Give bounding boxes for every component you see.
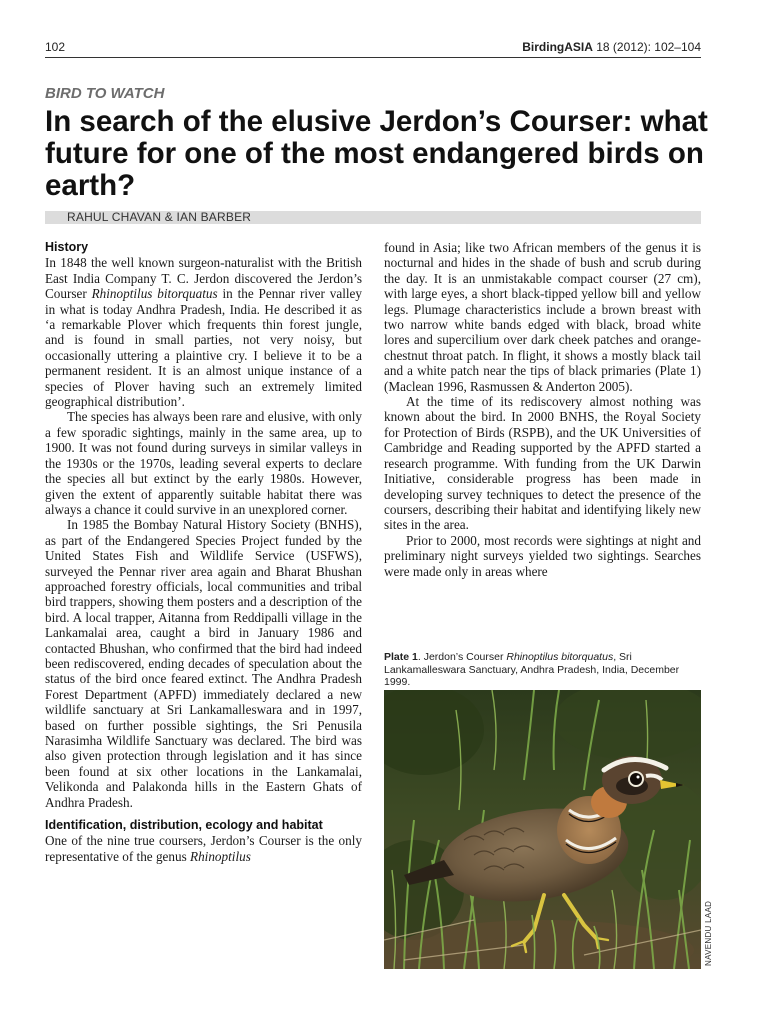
journal-citation [522, 40, 701, 54]
identification-paragraph-1-continued: found in Asia; like two African members of the genus it is nocturnal and hides in the shade of bush and scrub during the day. It is an unmistakable compact courser (27 cm), with large eyes, a short black-tipped yellow bill and yellow legs. Plumage characteristics include a brown breast with two narrow white bands edged with black, broad white lores and supercilium over dark cheek patches and orange-chestnut throat patch. In flight, it shows a mostly black tail and a white patch near the tips of black primaries (Plate 1) (Maclean 1996, Rasmussen & Anderton 2005). [384, 240, 701, 394]
section-label: BIRD TO WATCH [45, 85, 165, 102]
page-number: 102 [45, 40, 66, 54]
photo-credit: NAVENDU LAAD [704, 900, 713, 966]
history-paragraph-2: The species has always been rare and elusive, with only a few sporadic sightings, mainly in the same area, up to 1900. It was not found during surveys in similar valleys in the 1930s or the 1970s, leading several experts to declare the species all but extinct by the early 1980s. However, given the extent of apparently suitable habitat there was always a chance it could survive in an unexplored corner. [45, 409, 362, 517]
left-column [45, 240, 362, 864]
plate-photo [384, 690, 701, 969]
journal-name: BirdingASIA [522, 40, 593, 54]
history-paragraph-1: In 1848 the well known surgeon-naturalist with the British East India Company T. C. Jerdon discovered the Jerdon’s Courser Rhinoptilus bitorquatus in the Pennar river valley in what is today Andhra Pradesh, India. He described it as ‘a remarkable Plover which frequents thin forest jungle, and is found in small parties, not very noisy, but occasionally uttering a plaintive cry. I believe it to be a permanent resident. It is an almost unique instance of a species of Plover having such an extremely limited geographical distribution’. [45, 255, 362, 410]
identification-paragraph-3: Prior to 2000, most records were sightings at night and preliminary night surveys yielded two sightings. Searches were made only in areas where [384, 532, 701, 579]
plate-label: Plate 1 [384, 651, 418, 663]
plate-caption: Plate 1. Jerdon’s Courser Rhinoptilus bitorquatus, Sri Lankamalleswara Sanctuary, Andhra Pradesh, India, December 1999. [384, 651, 680, 689]
identification-paragraph-1: One of the nine true coursers, Jerdon’s Courser is the only representative of the genus Rhinoptilus [45, 833, 362, 864]
running-header [45, 38, 701, 58]
identification-heading: Identification, distribution, ecology and habitat [45, 818, 323, 833]
species-name: Rhinoptilus bitorquatus [91, 286, 218, 302]
citation-volume: 18 (2012): 102–104 [592, 40, 701, 54]
genus-name: Rhinoptilus [190, 848, 251, 864]
history-paragraph-3: In 1985 the Bombay Natural History Society (BNHS), as part of the Endangered Species Project funded by the United States Fish and Wildlife Service (USFWS), surveyed the Pennar river area again and Bharat Bhushan approached forestry officials, local communities and tribal bird trappers, showing them posters and a description of the bird. A local trapper, Aitanna from Reddipalli village in the Lankamalai area, caught a bird in January 1986 and contacted Bhushan, who confirmed that the bird had indeed been rediscovered, ending decades of speculation about the status of the bird once feared extinct. The Andhra Pradesh Forest Department (APFD) immediately declared a new wildlife sanctuary at Sri Lankamalleswara and in 1997, based on further possible sightings, the Sri Penusila Narasimha Wildlife Sanctuary was declared. The bird was also given protection through legislation and it has since been found at six other locations in the Lankamalai, Velikonda and Palakonda hills in the Eastern Ghats of Andhra Pradesh. [45, 517, 362, 810]
author-bar [45, 211, 701, 224]
identification-paragraph-2: At the time of its rediscovery almost nothing was known about the bird. In 2000 BNHS, the Royal Society for Protection of Birds (RSPB), and the UK Universities of Cambridge and Reading supported by the APFD started a research programme. With funding from the UK Darwin Initiative, considerable progress has been made in developing survey techniques to detect the presence of the coursers, describing their habitat and identifying likely new sites in the area. [384, 394, 701, 533]
right-column [384, 240, 701, 579]
article-title: In search of the elusive Jerdon’s Courser: what future for one of the most endangered birds on earth? [45, 105, 708, 202]
caption-species: Rhinoptilus bitorquatus [506, 651, 614, 663]
author-names: RAHUL CHAVAN & IAN BARBER [67, 210, 252, 224]
courser-photo [384, 690, 701, 969]
history-heading: History [45, 240, 89, 254]
